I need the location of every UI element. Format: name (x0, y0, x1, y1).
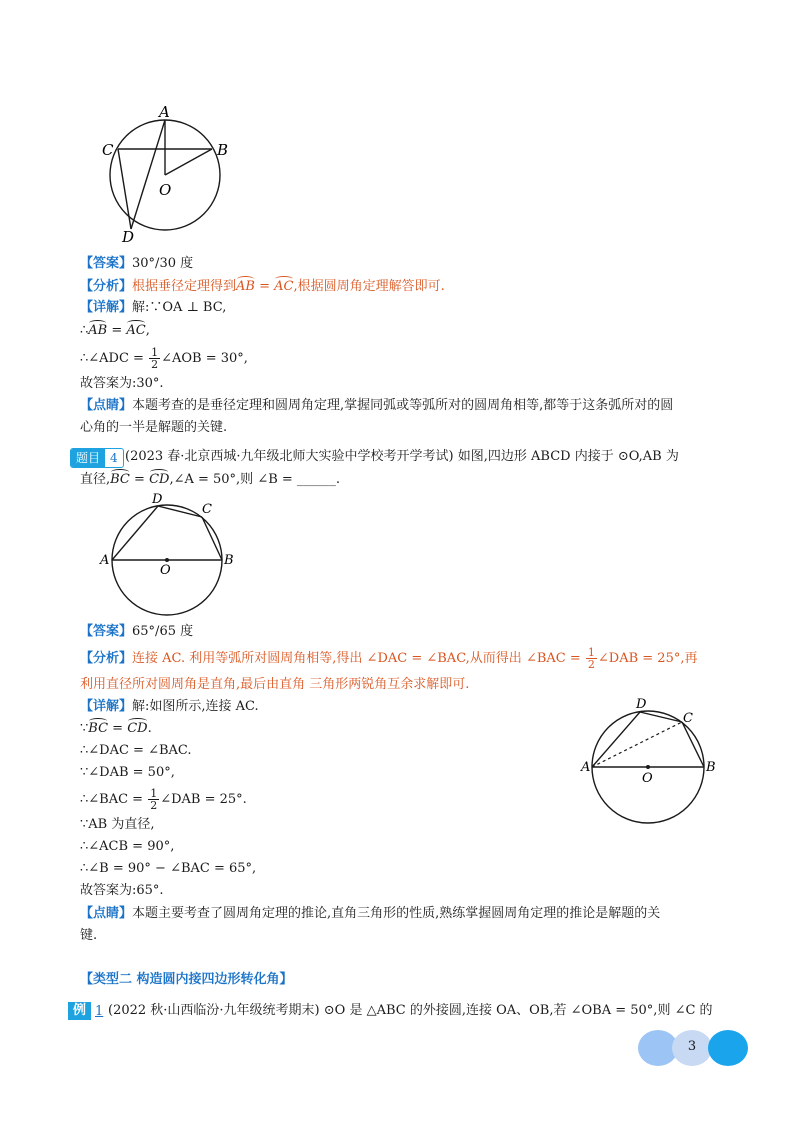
detail-line-3: ∴∠DAC = ∠BAC. (80, 743, 192, 758)
detail-line-4: 故答案为:30°. (80, 376, 164, 391)
detail-line-5: ∴∠BAC = $\frac{1}{2}$ ∠DAB = 25°. (80, 787, 247, 812)
detail-line-7: ∴∠ACB = 90°, (80, 839, 175, 854)
label-A: A (100, 553, 110, 568)
example-badge: 例 1 (68, 1002, 107, 1020)
page-number: 3 (687, 1039, 697, 1054)
question-badge: 题目 4 (70, 448, 124, 468)
label-A: A (581, 760, 591, 775)
detail-line: 【详解】解:∵OA ⊥ BC, (80, 300, 227, 315)
detail-line: 【详解】解:如图所示,连接 AC. (80, 699, 259, 714)
comment-line-2: 键. (80, 928, 98, 943)
analysis-line-2: 利用直径所对圆周角是直角,最后由直角 三角形两锐角互余求解即可. (80, 677, 470, 692)
detail-line-4: ∵∠DAB = 50°, (80, 765, 175, 780)
label-D: D (636, 697, 647, 712)
label-A: A (159, 103, 170, 121)
figure-circle-2 (96, 492, 246, 622)
analysis-line: 【分析】连接 AC. 利用等弧所对圆周角相等,得出 ∠DAC = ∠BAC,从而得出 ∠BAC = $\frac{1}{2}$ ∠DAB = 25°,再 (80, 646, 698, 671)
answer-line: 【答案】65°/65 度 (80, 624, 194, 639)
comment-line: 【点睛】本题主要考查了圆周角定理的推论,直角三角形的性质,熟练掌握圆周角定理的推论是解题的关 (80, 906, 661, 921)
label-D: D (152, 492, 163, 507)
label-B: B (706, 760, 716, 775)
analysis-line: 【分析】根据垂径定理得到AB = AC,根据圆周角定理解答即可. (80, 277, 445, 297)
answer-line: 【答案】30°/30 度 (80, 256, 194, 271)
label-B: B (217, 141, 229, 159)
page-bubble-right (708, 1030, 748, 1066)
question-text: (2023 春·北京西城·九年级北师大实验中学校考开学考试) 如图,四边形 ABCD 内接于 ⊙O,AB 为 (125, 449, 679, 464)
comment-line: 【点睛】本题考查的是垂径定理和圆周角定理,掌握同弧或等弧所对的圆周角相等,都等于这条弧所对的圆 (80, 398, 674, 413)
detail-line-2: ∵BC = CD. (80, 719, 152, 739)
label-C: C (202, 502, 212, 517)
example-text: (2022 秋·山西临汾·九年级统考期末) ⊙O 是 △ABC 的外接圆,连接 OA、OB,若 ∠OBA = 50°,则 ∠C 的 (108, 1003, 713, 1018)
label-O: O (642, 771, 653, 786)
detail-line-2: ∴AB = AC, (80, 321, 150, 341)
label-C: C (683, 711, 693, 726)
question-text-2: 直径,BC = CD,∠A = 50°,则 ∠B = ______. (80, 470, 340, 490)
comment-line-2: 心角的一半是解题的关键. (80, 420, 228, 435)
label-B: B (224, 553, 234, 568)
label-O: O (159, 181, 172, 199)
label-C: C (102, 141, 114, 159)
detail-line-3: ∴∠ADC = $\frac{1}{2}$ ∠AOB = 30°, (80, 346, 248, 371)
detail-line-8: ∴∠B = 90° − ∠BAC = 65°, (80, 861, 257, 876)
label-D: D (122, 228, 135, 246)
detail-line-6: ∵AB 为直径, (80, 817, 155, 832)
figure-circle-1 (95, 100, 245, 250)
figure-circle-3 (578, 694, 728, 824)
detail-line-9: 故答案为:65°. (80, 883, 164, 898)
label-O: O (160, 563, 171, 578)
section-title: 【类型二 构造圆内接四边形转化角】 (80, 972, 293, 987)
